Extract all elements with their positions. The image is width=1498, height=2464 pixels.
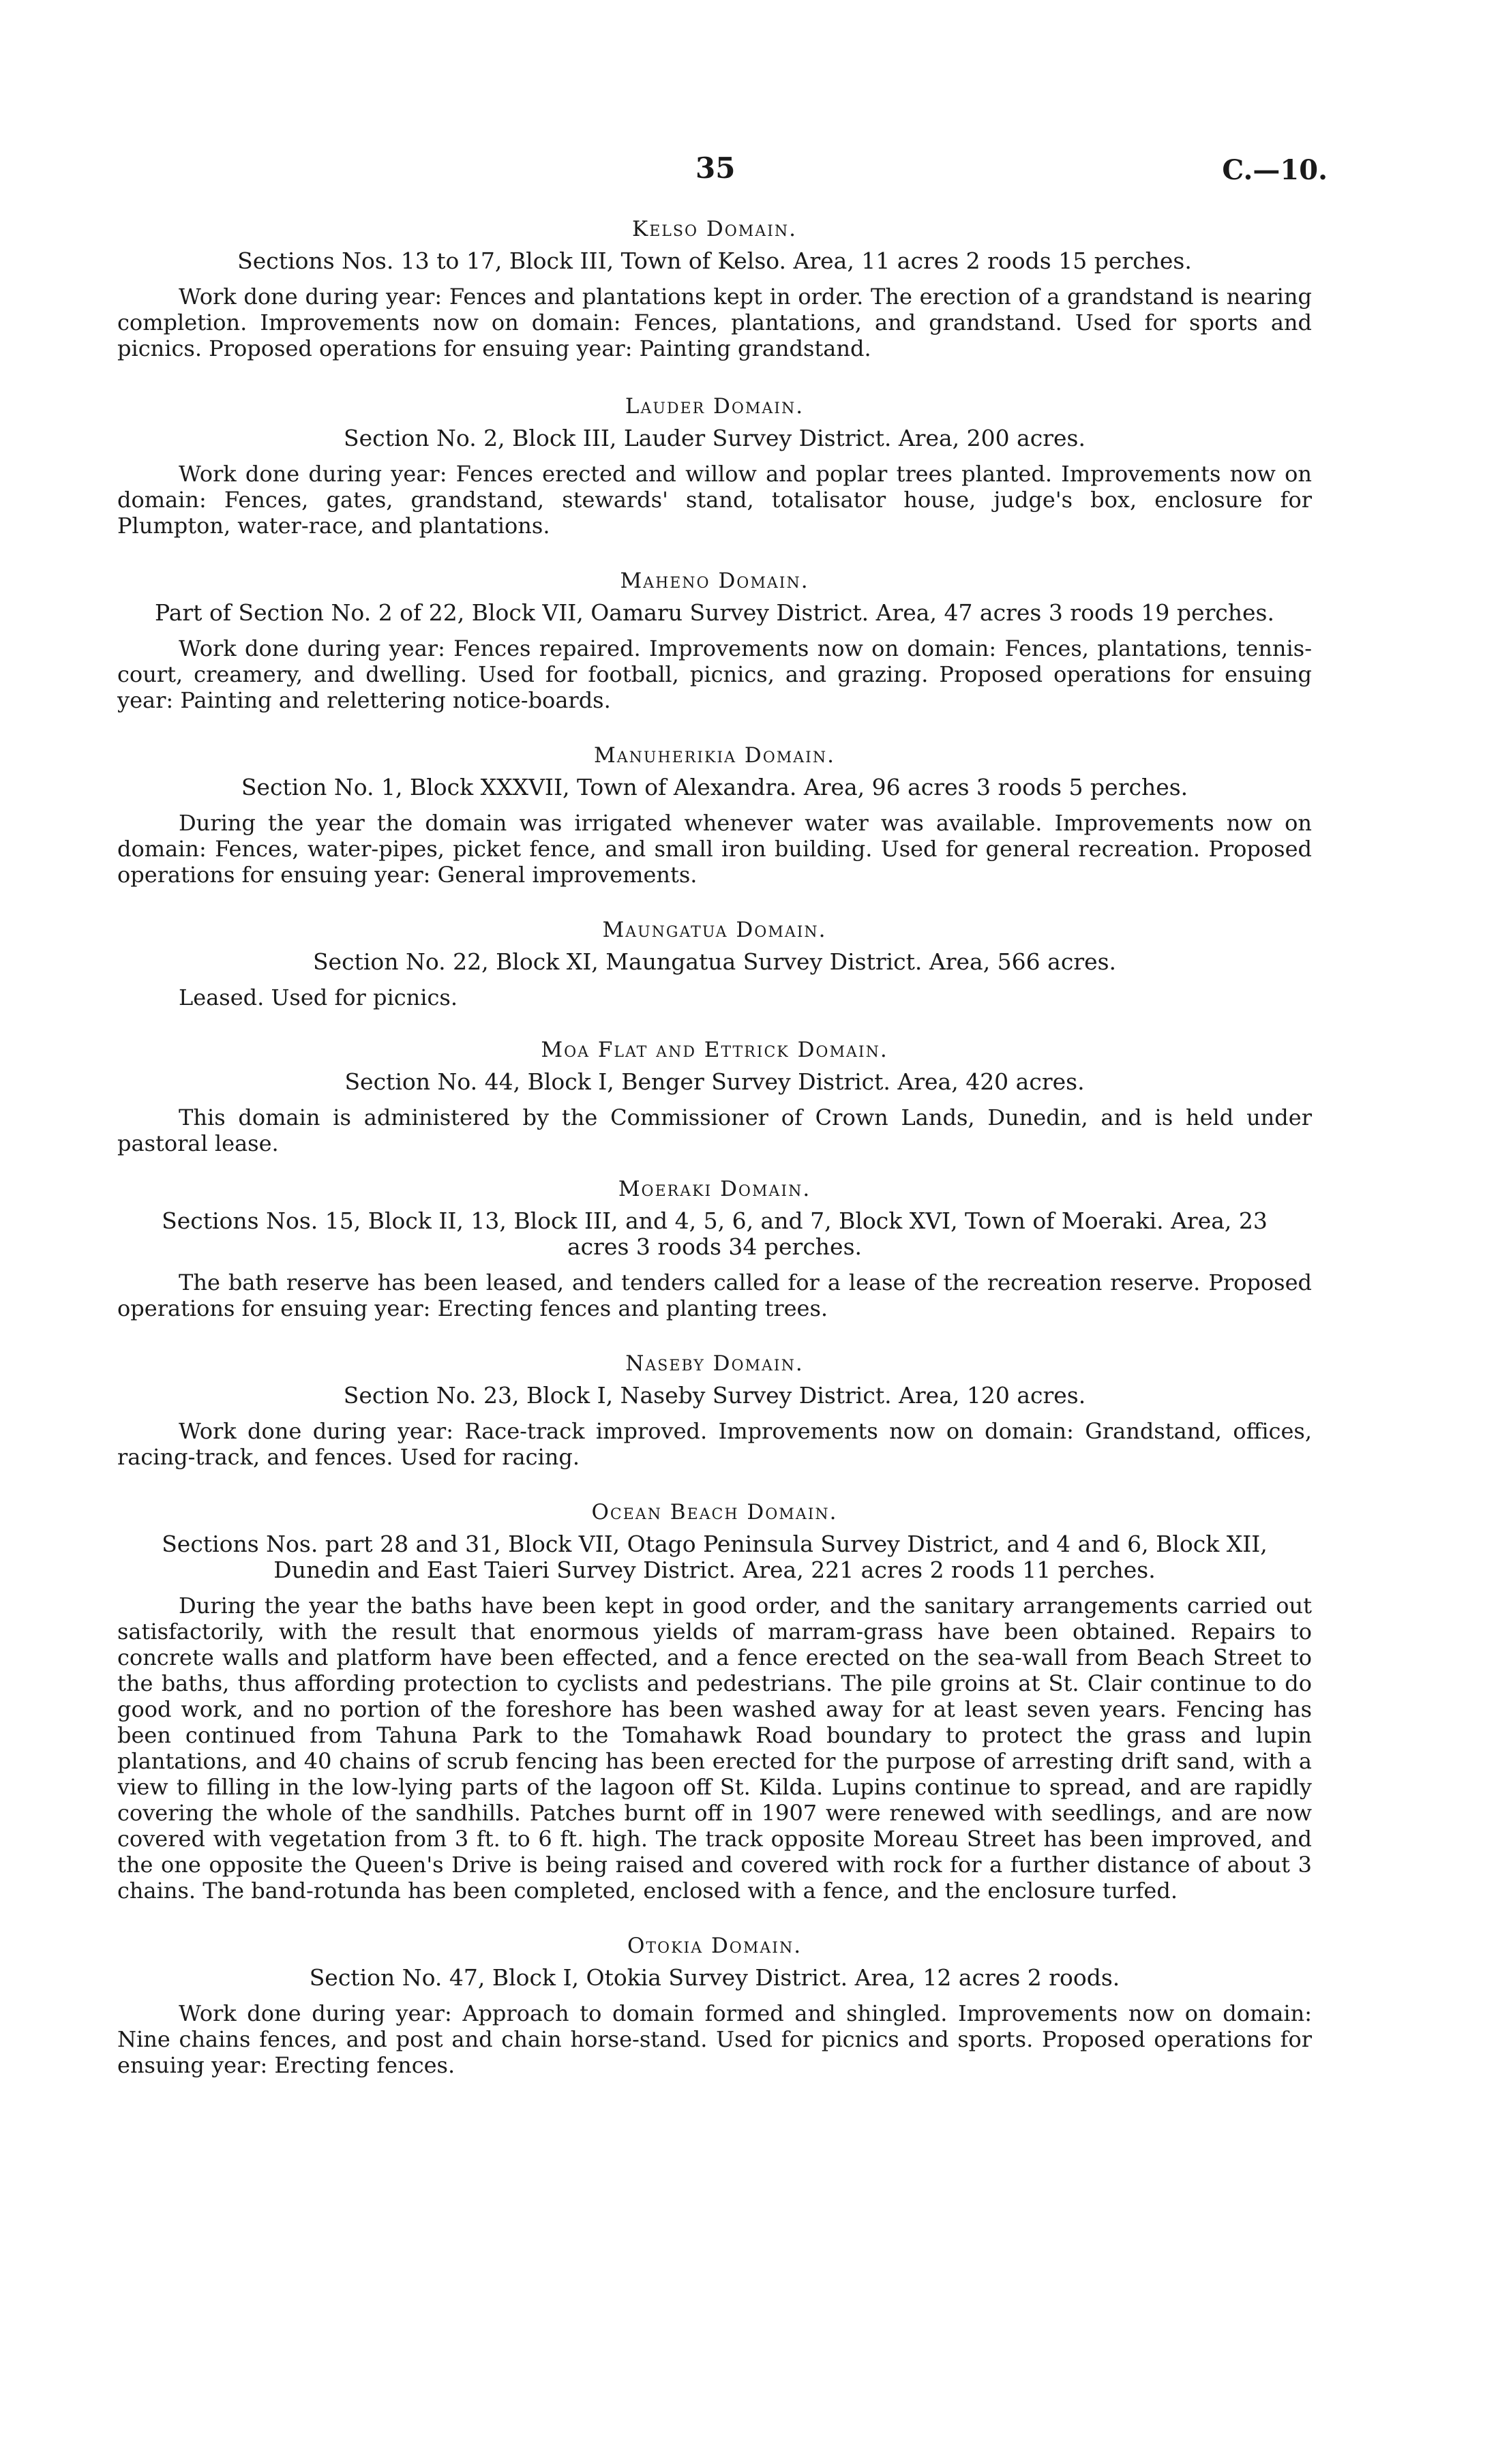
section-body: Work done during year: Race-track improved. Improvements now on domain: Grandstand, offices, racing-track, and fences. Used for racing. [117,1418,1312,1470]
section-location: Part of Section No. 2 of 22, Block VII, Oamaru Survey District. Area, 47 acres 3 roods 19 perches. [155,599,1274,626]
section-maungatua-domain [117,918,1312,1010]
section-location: Section No. 23, Block I, Naseby Survey District. Area, 120 acres. [343,1382,1086,1409]
section-location: Sections Nos. 15, Block II, 13, Block III, and 4, 5, 6, and 7, Block XVI, Town of Moeraki. Area, 23 acres 3 roods 34 perches. [162,1207,1268,1260]
section-location: Section No. 44, Block I, Benger Survey District. Area, 420 acres. [344,1068,1085,1095]
section-kelso-domain [117,217,1312,361]
section-body: The bath reserve has been leased, and tenders called for a lease of the recreation reserve. Proposed operations for ensuing year: Erecting fences and planting trees. [117,1269,1312,1321]
section-body: During the year the baths have been kept in good order, and the sanitary arrangements carried out satisfactorily, with the result that enormous yields of marram-grass have been obtained. Repairs to concrete walls and platform have been effected, and a fence erected on the sea-wall from Beach Street to the baths, thus affording protection to cyclists and pedestrians. The pile groins at St. Clair continue to do good work, and no portion of the foreshore has been washed away for at least seven years. Fencing has been continued from Tahuna Park to the Tomahawk Road boundary to protect the grass and lupin plantations, and 40 chains of scrub fencing has been erected for the purpose of arresting drift sand, with a view to filling in the low-lying parts of the lagoon off St. Kilda. Lupins continue to spread, and are rapidly covering the whole of the sandhills. Patches burnt off in 1907 were renewed with seedlings, and are now covered with vegetation from 3 ft. to 6 ft. high. The track opposite Moreau Street has been improved, and the one opposite the Queen's Drive is being raised and covered with rock for a further distance of about 3 chains. The band-rotunda has been completed, enclosed with a fence, and the enclosure turfed. [117,1593,1312,1904]
section-body: Work done during year: Fences repaired. Improvements now on domain: Fences, plantations, tennis-court, creamery, and dwelling. Used for football, picnics, and grazing. Proposed operations for ensuing year: Painting and relettering notice-boards. [117,635,1312,713]
section-location: Section No. 1, Block XXXVII, Town of Alexandra. Area, 96 acres 3 roods 5 perches. [241,774,1188,800]
section-body: Work done during year: Approach to domain formed and shingled. Improvements now on domain: Nine chains fences, and post and chain horse-stand. Used for picnics and sports. Proposed operations for ensuing year: Erecting fences. [117,2000,1312,2078]
section-heading: Manuherikia Domain. [594,743,835,768]
section-otokia-domain [117,1934,1312,2078]
section-naseby-domain [117,1351,1312,1470]
section-heading: Lauder Domain. [625,394,805,419]
section-body: Work done during year: Fences and plantations kept in order. The erection of a grandstand is nearing completion. Improvements now on domain: Fences, plantations, and grandstand. Used for sports and picnics. Proposed operations for ensuing year: Painting grandstand. [117,284,1312,361]
section-heading: Ocean Beach Domain. [591,1500,838,1524]
page-number: 35 [695,151,736,185]
section-body: Leased. Used for picnics. [179,985,458,1010]
section-body: This domain is administered by the Commissioner of Crown Lands, Dunedin, and is held under pastoral lease. [117,1105,1312,1156]
section-lauder-domain [117,394,1312,539]
section-location: Sections Nos. part 28 and 31, Block VII, Otago Peninsula Survey District, and 4 and 6, Block XII, Dunedin and East Taieri Survey District. Area, 221 acres 2 roods 11 perches. [162,1531,1268,1583]
section-heading: Otokia Domain. [627,1934,803,1958]
section-ocean-beach-domain [117,1500,1312,1904]
section-heading: Maungatua Domain. [602,918,827,942]
section-heading: Maheno Domain. [620,569,809,593]
section-body: Work done during year: Fences erected and willow and poplar trees planted. Improvements now on domain: Fences, gates, grandstand, stewards' stand, totalisator house, judge's box, enclosure for Plumpton, water-race, and plantations. [117,461,1312,539]
section-moeraki-domain [117,1177,1312,1321]
section-location: Sections Nos. 13 to 17, Block III, Town of Kelso. Area, 11 acres 2 roods 15 perches. [237,247,1192,274]
section-heading: Moeraki Domain. [618,1177,811,1201]
section-maheno-domain [117,569,1312,713]
section-location: Section No. 2, Block III, Lauder Survey District. Area, 200 acres. [343,425,1085,451]
section-heading: Naseby Domain. [625,1351,804,1376]
section-heading: Moa Flat and Ettrick Domain. [541,1038,888,1062]
section-location: Section No. 22, Block XI, Maungatua Survey District. Area, 566 acres. [312,948,1117,975]
paper-reference: C.—10. [1222,154,1328,186]
section-location: Section No. 47, Block I, Otokia Survey District. Area, 12 acres 2 roods. [309,1964,1120,1991]
document-body [117,217,1312,2078]
section-moa-flat-domain [117,1038,1312,1156]
section-manuherikia-domain [117,743,1312,888]
section-heading: Kelso Domain. [632,217,797,241]
section-body: During the year the domain was irrigated whenever water was available. Improvements now on domain: Fences, water-pipes, picket fence, and small iron building. Used for general recreation. Proposed operations for ensuing year: General improvements. [117,810,1312,888]
